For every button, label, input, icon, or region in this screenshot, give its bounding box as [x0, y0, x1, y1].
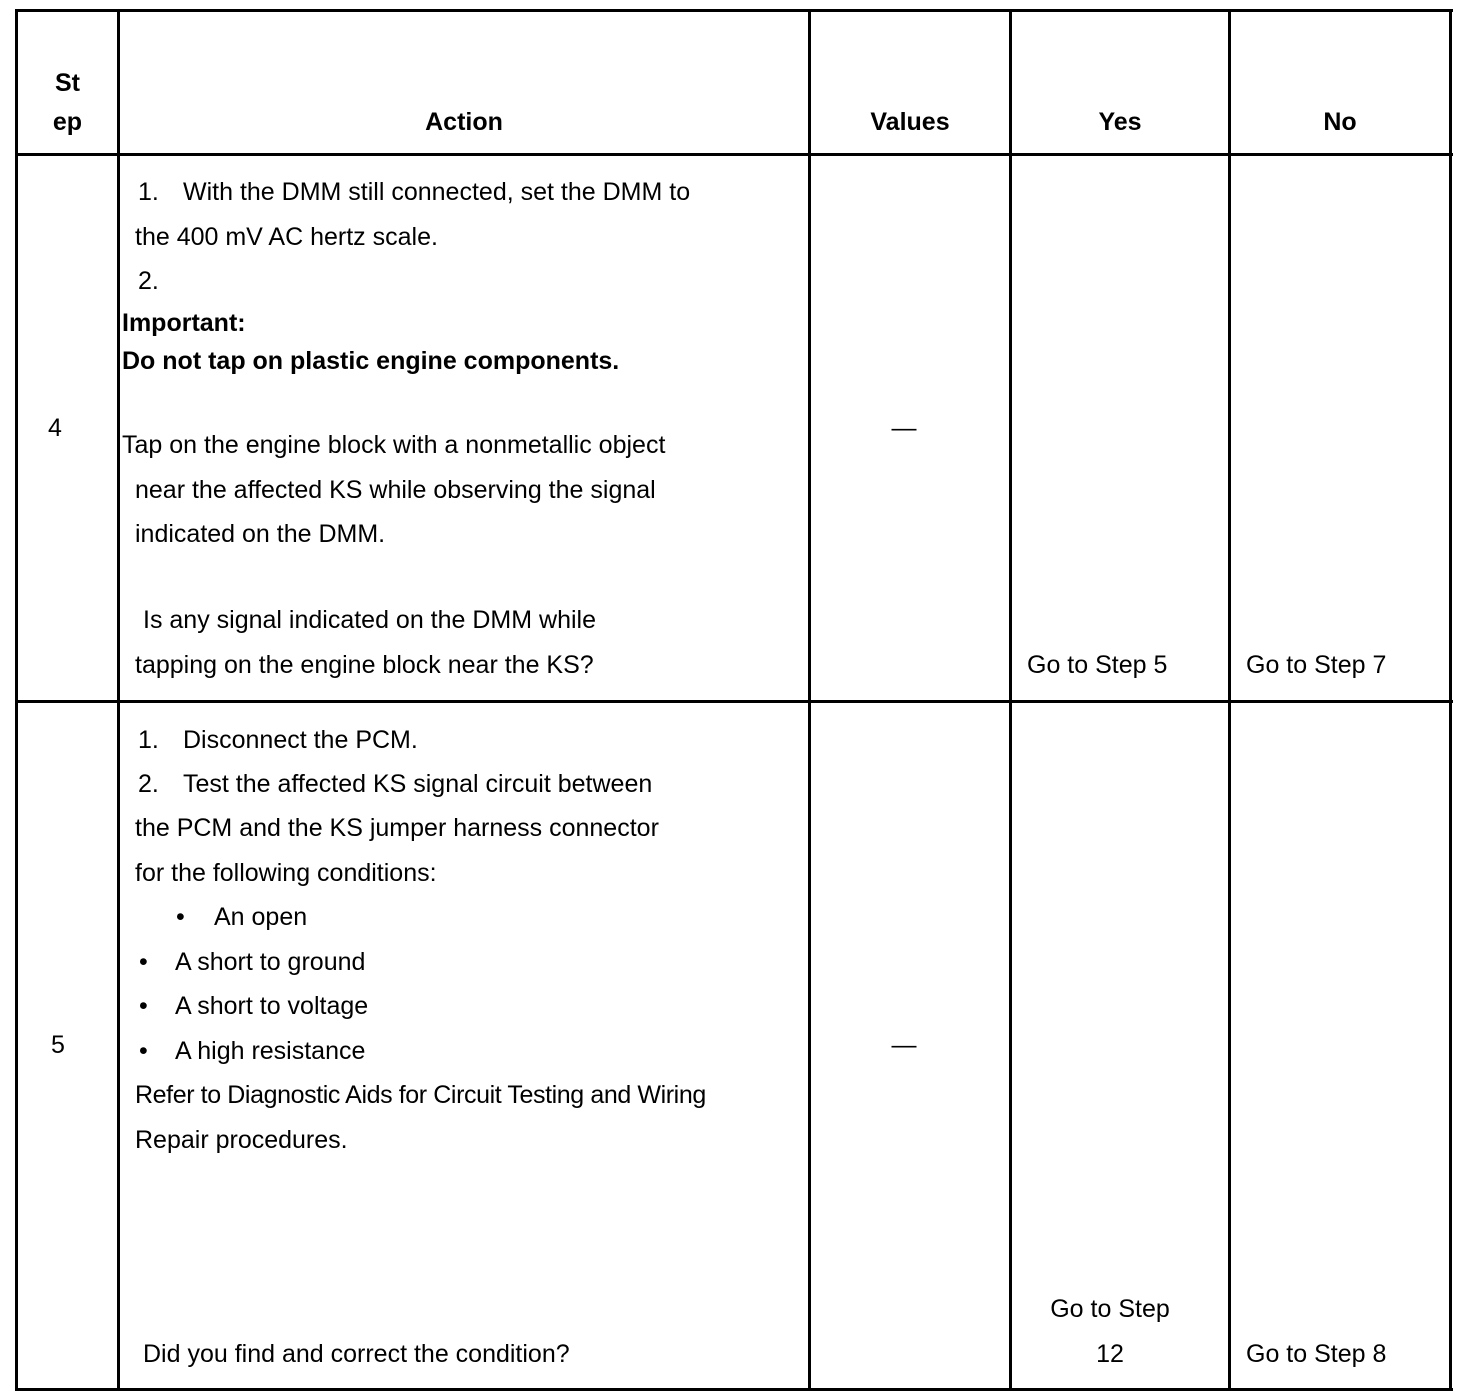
table-border-top — [15, 9, 1453, 12]
action-item-text: Test the affected KS signal circuit between — [183, 770, 653, 798]
bullet-icon: • — [139, 948, 148, 976]
action-item-continuation: the PCM and the KS jumper harness connector — [135, 814, 659, 842]
column-divider-values — [1009, 9, 1012, 1391]
bullet-icon: • — [139, 992, 148, 1020]
bullet-item: A short to ground — [175, 948, 366, 976]
table-border-left — [15, 9, 18, 1391]
values-cell: — — [891, 414, 917, 442]
action-instruction: indicated on the DMM. — [135, 520, 386, 548]
no-cell: Go to Step 8 — [1246, 1340, 1387, 1368]
bullet-item: An open — [214, 903, 308, 931]
action-reference: Repair procedures. — [135, 1126, 348, 1154]
action-item-number: 2. — [138, 770, 159, 798]
action-instruction: near the affected KS while observing the signal — [135, 476, 656, 504]
header-divider — [15, 153, 1453, 156]
step-number: 5 — [51, 1031, 65, 1059]
bullet-icon: • — [139, 1037, 148, 1065]
table-border-right — [1449, 9, 1452, 1391]
bullet-icon: • — [176, 903, 185, 931]
header-values: Values — [870, 108, 950, 136]
action-instruction: Tap on the engine block with a nonmetallic object — [122, 431, 666, 459]
action-item-number: 1. — [138, 178, 159, 206]
header-action: Action — [425, 108, 503, 136]
action-question: Is any signal indicated on the DMM while — [143, 606, 597, 634]
table-border-bottom — [15, 1388, 1453, 1391]
column-divider-yes — [1228, 9, 1231, 1391]
no-cell: Go to Step 7 — [1246, 651, 1387, 679]
header-step-line1: St — [55, 69, 80, 97]
action-item-number: 1. — [138, 726, 159, 754]
values-cell: — — [891, 1031, 917, 1059]
important-text: Do not tap on plastic engine components. — [122, 347, 620, 375]
action-item-number: 2. — [138, 267, 159, 295]
row-divider — [15, 700, 1453, 703]
bullet-item: A short to voltage — [175, 992, 369, 1020]
bullet-item: A high resistance — [175, 1037, 366, 1065]
step-number: 4 — [48, 414, 62, 442]
yes-cell: Go to Step 5 — [1027, 651, 1168, 679]
action-question: tapping on the engine block near the KS? — [135, 651, 594, 679]
action-item-text: Disconnect the PCM. — [183, 726, 418, 754]
yes-cell-line2: 12 — [1096, 1340, 1124, 1368]
header-no: No — [1323, 108, 1357, 136]
header-step-line2: ep — [52, 108, 83, 136]
column-divider-step — [117, 9, 120, 1391]
yes-cell-line1: Go to Step — [1050, 1295, 1170, 1323]
header-yes: Yes — [1098, 108, 1142, 136]
action-reference: Refer to Diagnostic Aids for Circuit Testing and Wiring — [135, 1081, 706, 1109]
action-question: Did you find and correct the condition? — [143, 1340, 570, 1368]
column-divider-action — [808, 9, 811, 1391]
action-item-continuation: the 400 mV AC hertz scale. — [135, 223, 438, 251]
important-label: Important: — [122, 309, 246, 337]
action-item-continuation: for the following conditions: — [135, 859, 437, 887]
action-item-text: With the DMM still connected, set the DMM to — [183, 178, 691, 206]
